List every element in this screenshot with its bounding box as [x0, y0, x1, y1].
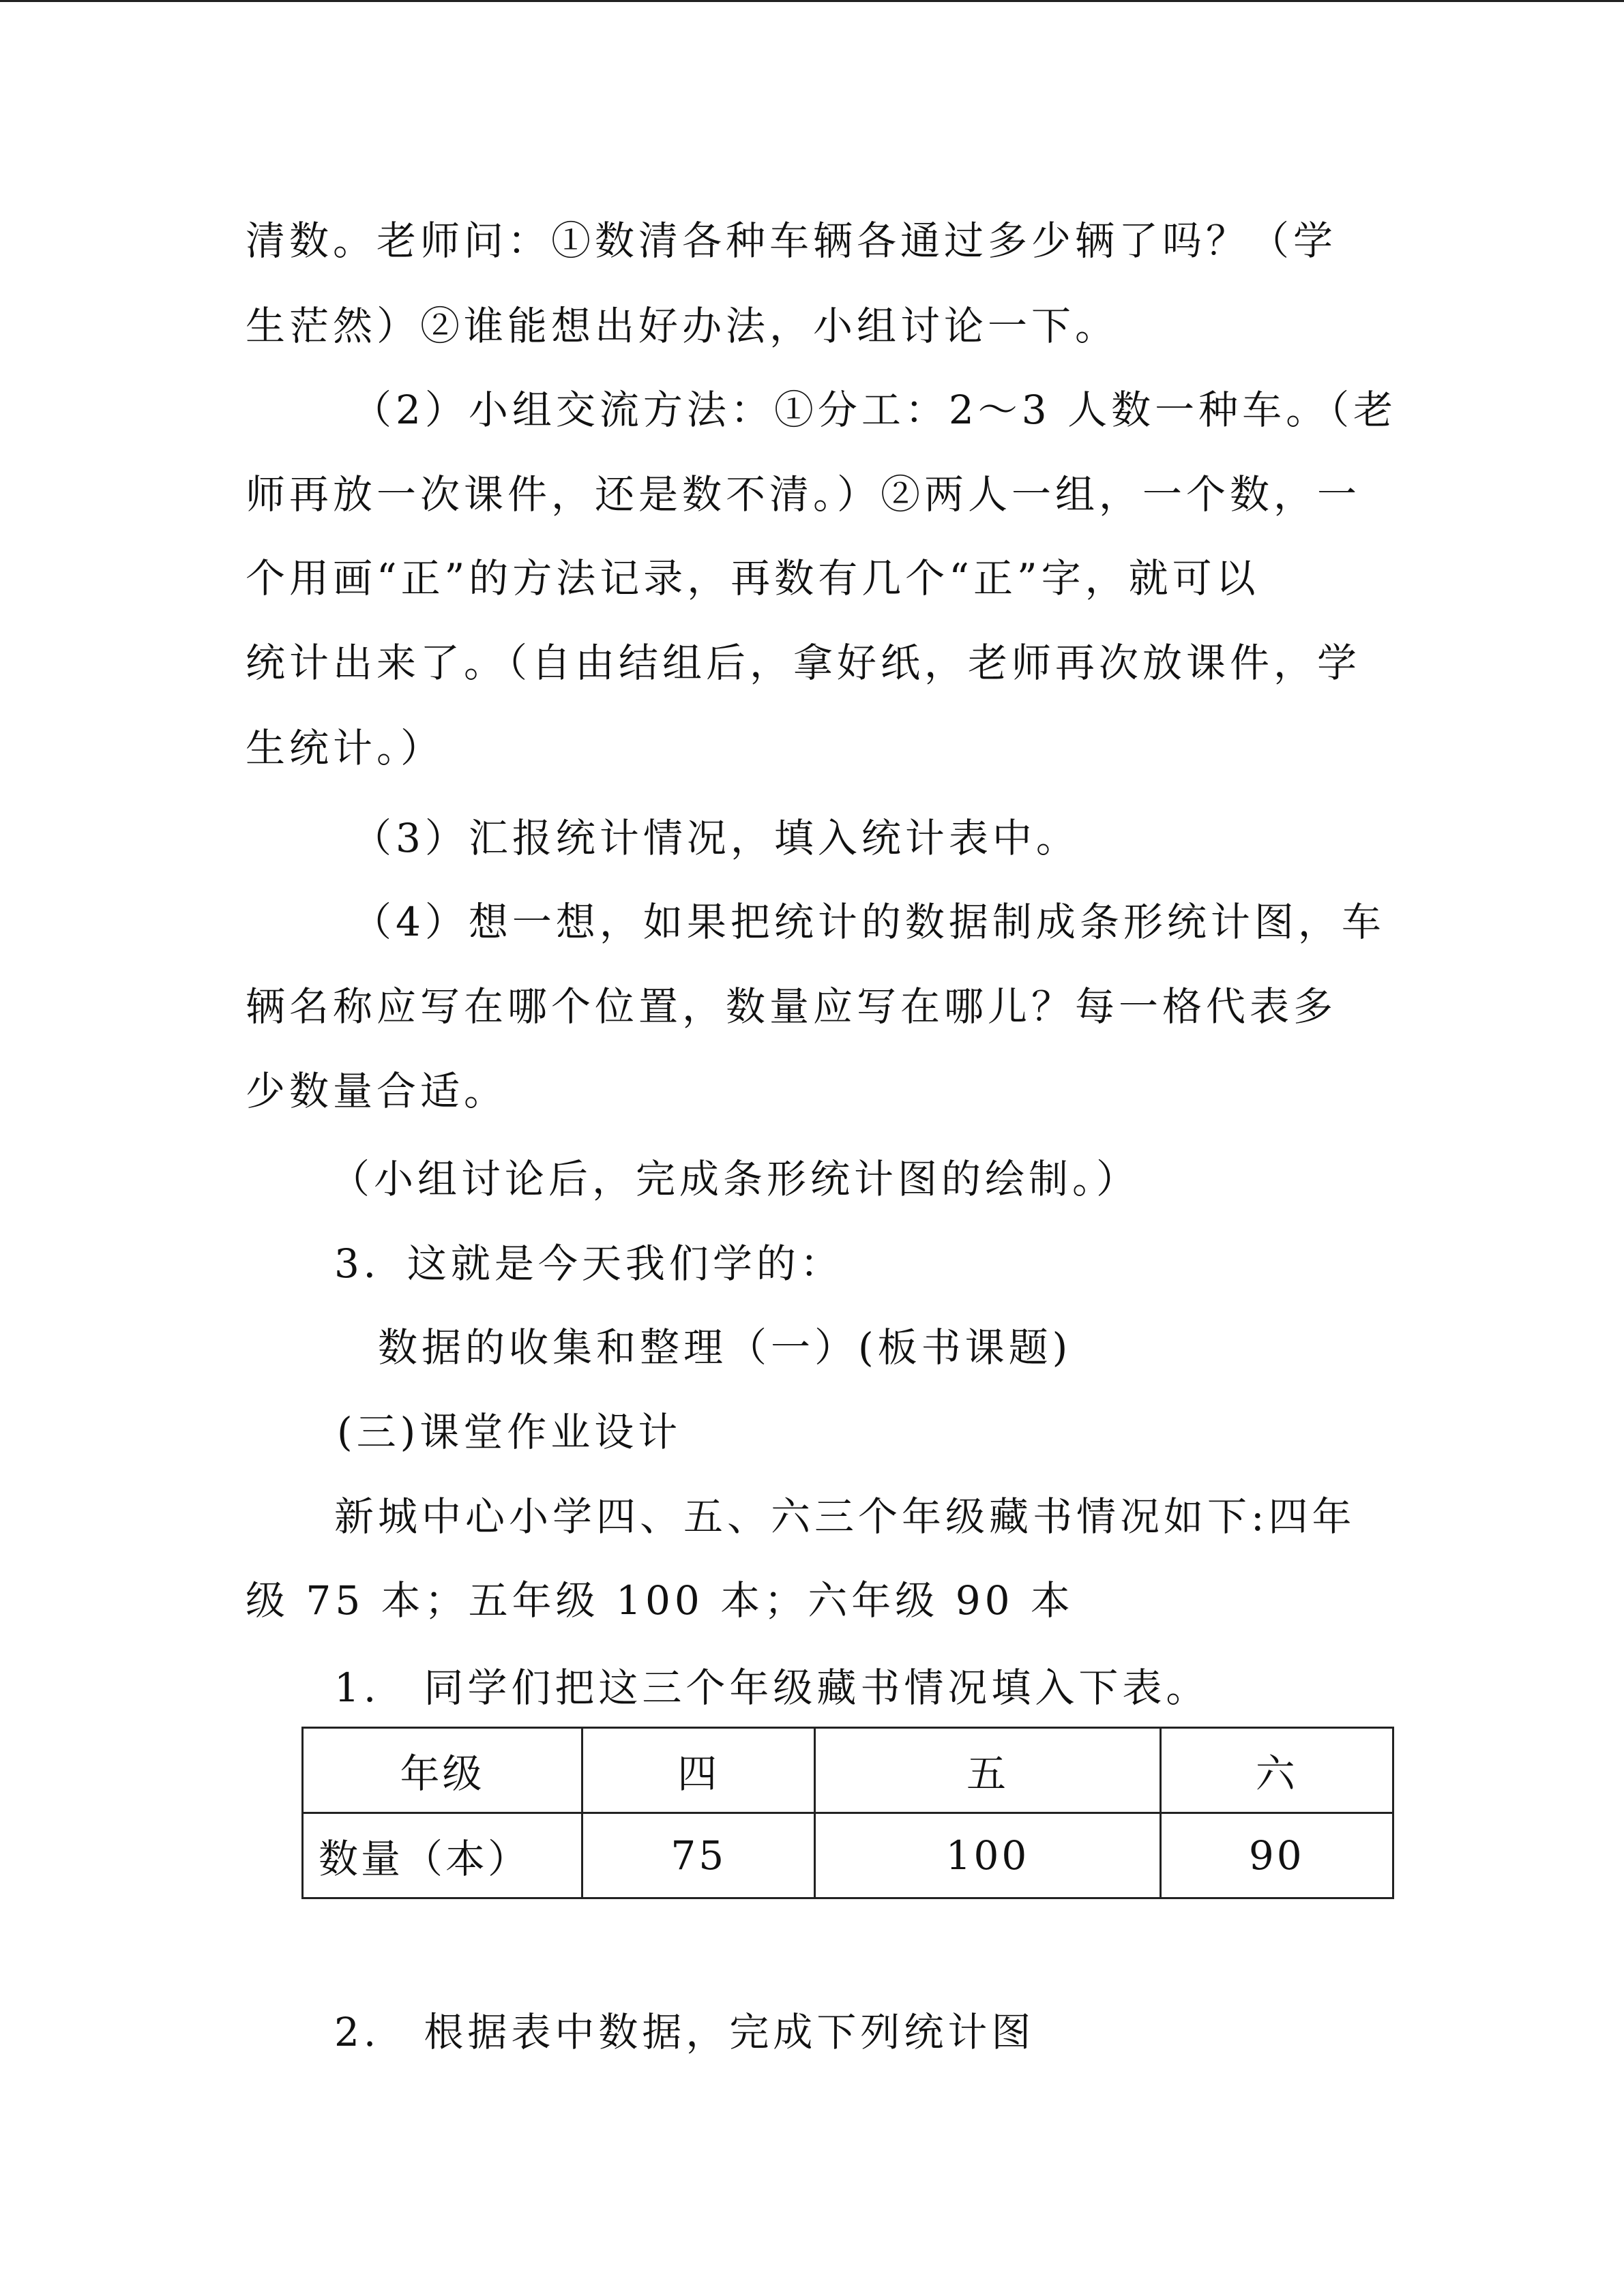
task-item: 2. 根据表中数据，完成下列统计图: [334, 2009, 1035, 2055]
paragraph-line: （4）想一想，如果把统计的数据制成条形统计图，车: [352, 899, 1385, 945]
paragraph-line: 级 75 本；五年级 100 本；六年级 90 本: [246, 1577, 1074, 1624]
paragraph-line: （3）汇报统计情况，填入统计表中。: [352, 815, 1080, 861]
task-item: 1. 同学们把这三个年级藏书情况填入下表。: [334, 1665, 1210, 1711]
table-cell: 五: [815, 1728, 1160, 1813]
page-top-border: [0, 0, 1624, 2]
paragraph-line: 生统计。）: [246, 725, 445, 771]
table-cell: 四: [582, 1728, 815, 1813]
paragraph-line: （小组讨论后，完成条形统计图的绘制。）: [330, 1156, 1140, 1202]
table-cell: 年级: [303, 1728, 582, 1813]
paragraph-line: （2）小组交流方法：①分工：2～3 人数一种车。（老: [352, 387, 1398, 433]
table-cell: 六: [1160, 1728, 1393, 1813]
paragraph-line: 清数。老师问：①数清各种车辆各通过多少辆了吗？（学: [246, 218, 1338, 264]
table-row: [303, 1728, 1393, 1813]
lesson-title: 数据的收集和整理（一）(板书课题): [378, 1324, 1072, 1371]
section-heading: 3．这就是今天我们学的：: [334, 1240, 844, 1287]
paragraph-line: 生茫然）②谁能想出好办法，小组讨论一下。: [246, 303, 1119, 349]
table-cell: 数量（本）: [303, 1813, 582, 1898]
paragraph-line: 个用画“正”的方法记录，再数有几个“正”字，就可以: [246, 555, 1260, 601]
section-heading: (三)课堂作业设计: [337, 1409, 682, 1455]
table-cell: 90: [1160, 1813, 1393, 1898]
table-cell: 100: [815, 1813, 1160, 1898]
paragraph-line: 少数量合适。: [246, 1068, 508, 1114]
paragraph-line: 辆名称应写在哪个位置，数量应写在哪儿？每一格代表多: [246, 983, 1338, 1030]
book-count-table: [301, 1727, 1394, 1899]
table-cell: 75: [582, 1813, 815, 1898]
paragraph-line: 新城中心小学四、五、六三个年级藏书情况如下:四年: [334, 1493, 1356, 1540]
table-row: [303, 1813, 1393, 1898]
paragraph-line: 统计出来了。（自由结组后，拿好纸，老师再次放课件，学: [246, 640, 1361, 686]
paragraph-line: 师再放一次课件，还是数不清。）②两人一组，一个数，一: [246, 471, 1361, 518]
